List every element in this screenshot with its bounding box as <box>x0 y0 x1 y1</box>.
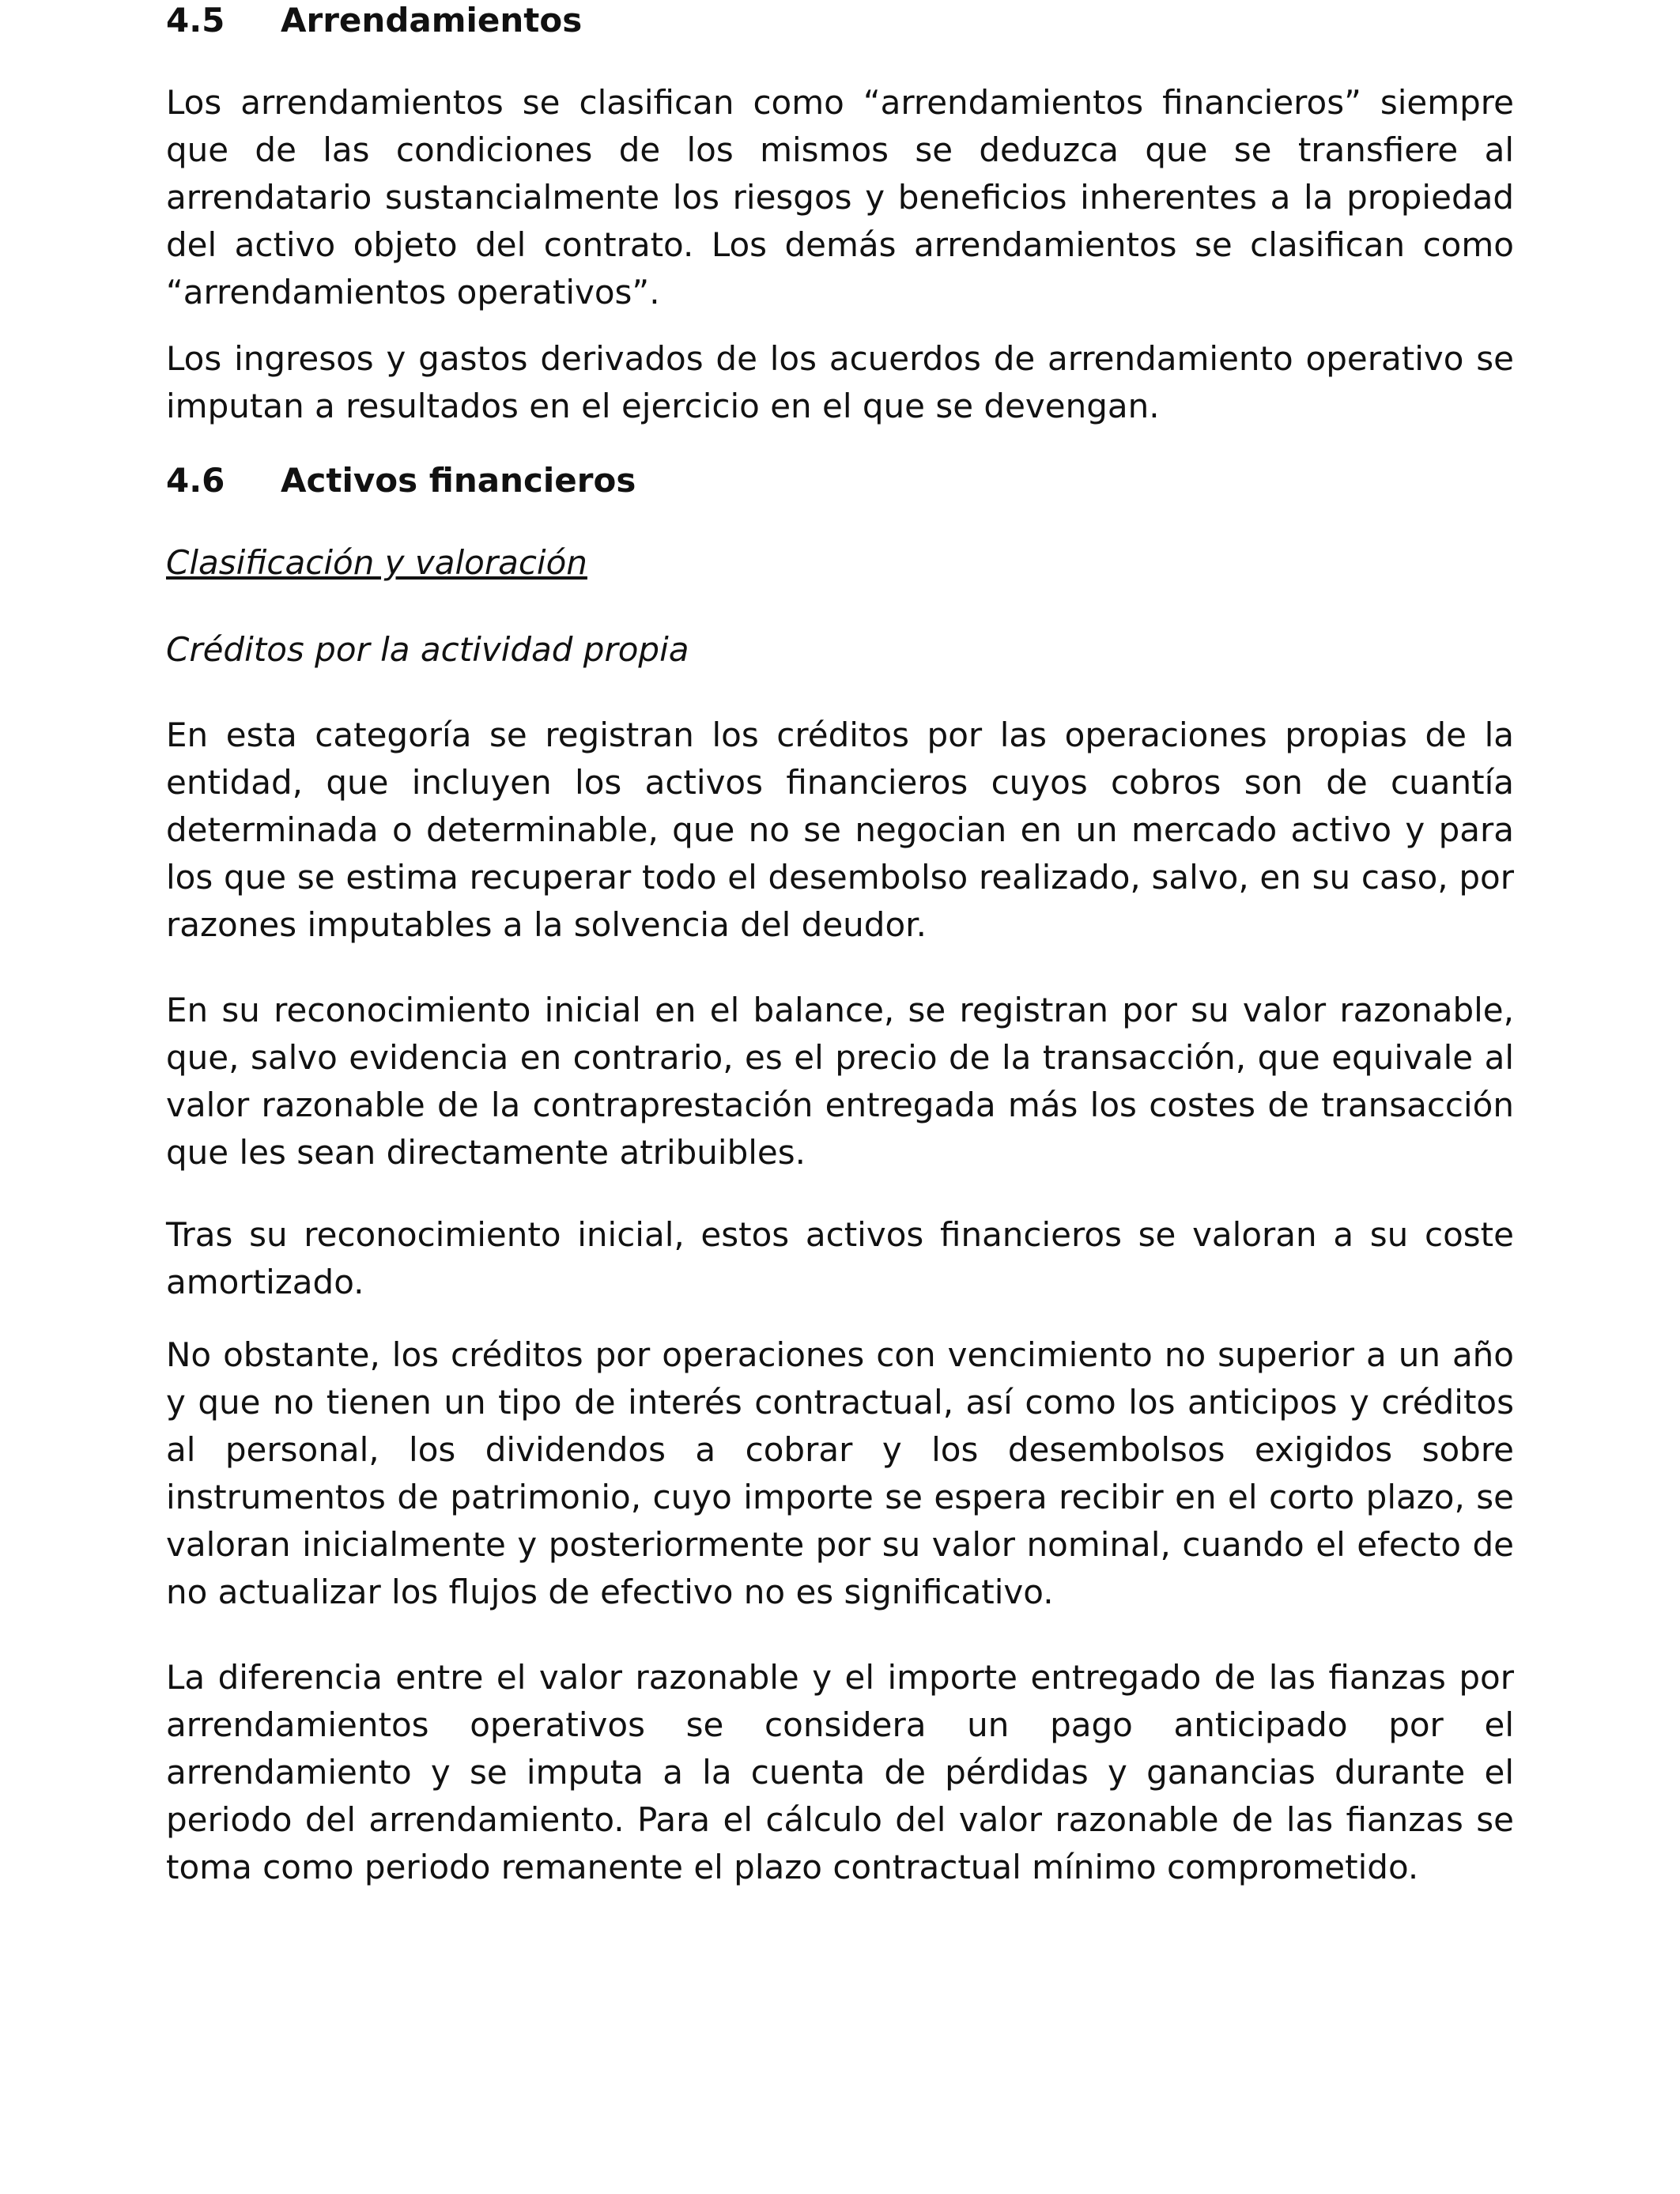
paragraph: Los ingresos y gastos derivados de los acuerdos de arrendamiento operativo se imputan a resultados en el ejercicio en el que se devengan. <box>166 339 1514 425</box>
paragraph: Los arrendamientos se clasifican como “arrendamientos financieros” siempre que de las condiciones de los mismos se deduzca que se transfiere al arrendatario sustancialmente los riesgos y beneficios inherentes a la propiedad del activo objeto del contrato. Los demás arrendamientos se clasifican como “arrendamientos operativos”. <box>166 83 1514 312</box>
section-heading-4-5 <box>166 0 582 44</box>
subsubsection-title: Créditos por la actividad propia <box>166 630 689 669</box>
paragraph: En su reconocimiento inicial en el balance, se registran por su valor razonable, que, salvo evidencia en contrario, es el precio de la transacción, que equivale al valor razonable de la contraprestación entregada más los costes de transacción que les sean directamente atribuibles. <box>166 991 1514 1172</box>
paragraph: No obstante, los créditos por operaciones con vencimiento no superior a un año y que no tienen un tipo de interés contractual, así como los anticipos y créditos al personal, los dividendos a cobrar y los desembolsos exigidos sobre instrumentos de patrimonio, cuyo importe se espera recibir en el corto plazo, se valoran inicialmente y posteriormente por su valor nominal, cuando el efecto de no actualizar los flujos de efectivo no es significativo. <box>166 1335 1514 1611</box>
paragraph: La diferencia entre el valor razonable y el importe entregado de las fianzas por arrendamientos operativos se considera un pago anticipado por el arrendamiento y se imputa a la cuenta de pérdidas y ganancias durante el periodo del arrendamiento. Para el cálculo del valor razonable de las fianzas se toma como periodo remanente el plazo contractual mínimo comprometido. <box>166 1658 1514 1886</box>
subsection-title: Clasificación y valoración <box>166 543 587 582</box>
paragraph: Tras su reconocimiento inicial, estos activos financieros se valoran a su coste amortizado. <box>166 1215 1514 1301</box>
paragraph: En esta categoría se registran los créditos por las operaciones propias de la entidad, que incluyen los activos financieros cuyos cobros son de cuantía determinada o determinable, que no se negocian en un mercado activo y para los que se estima recuperar todo el desembolso realizado, salvo, en su caso, por razones imputables a la solvencia del deudor. <box>166 716 1514 944</box>
section-number: 4.5 <box>166 1 225 40</box>
section-heading-4-6 <box>166 457 636 504</box>
section-number: 4.6 <box>166 461 225 500</box>
section-title: Arrendamientos <box>281 1 583 40</box>
section-title: Activos financieros <box>281 461 636 500</box>
